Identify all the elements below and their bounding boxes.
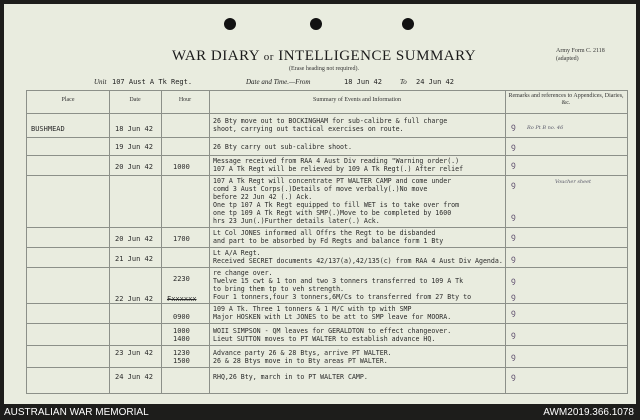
event-line: Twelve 15 cwt & 1 ton and two 3 tonners transferred to 109 A Tk bbox=[213, 277, 464, 285]
row-place: BUSHMEAD bbox=[31, 125, 65, 133]
event-line: and part to be absorbed by Fd Regts and balance form 1 Bty bbox=[213, 237, 444, 245]
event-line: 109 A Tk. Three 1 tonners & 1 M/C with tp with SMP bbox=[213, 305, 412, 313]
event-line: one tp 109 A Tk Regt with SMP(.)Move to be completed by 1600 bbox=[213, 209, 452, 217]
row-hour: 1700 bbox=[173, 235, 190, 243]
row-divider bbox=[27, 175, 627, 176]
event-line: 26 Bty move out to BOCKINGHAM for sub-calibre & full charge bbox=[213, 117, 448, 125]
diary-page bbox=[4, 4, 636, 404]
date-from: 18 Jun 42 bbox=[344, 78, 382, 86]
row-divider bbox=[27, 267, 627, 268]
unit-value: 107 Aust A Tk Regt. bbox=[112, 78, 193, 86]
event-line: hrs 23 Jun(.)Further details later(.) Ack. bbox=[213, 217, 380, 225]
row-divider bbox=[27, 367, 627, 368]
row-hour: 1230 bbox=[173, 349, 190, 357]
row-date: 19 Jun 42 bbox=[115, 143, 153, 151]
event-line: 26 & 28 Btys move in to Bty areas PT WALTER. bbox=[213, 357, 388, 365]
row-hour: 2230 bbox=[173, 275, 190, 283]
row-hour: 0900 bbox=[173, 313, 190, 321]
row-hour: 1000 bbox=[173, 163, 190, 171]
initial-mark: ꝯ bbox=[511, 180, 516, 189]
unit-line bbox=[24, 78, 624, 90]
initial-mark: ꝯ bbox=[511, 372, 516, 381]
initial-mark: ꝯ bbox=[511, 254, 516, 263]
archive-footer bbox=[0, 404, 640, 420]
event-line: Advance party 26 & 28 Btys, arrive PT WALTER. bbox=[213, 349, 392, 357]
punch-hole bbox=[310, 18, 322, 30]
event-line: WOII SIMPSON - QM leaves for GERALDTON to effect changeover. bbox=[213, 327, 452, 335]
title-or: or bbox=[263, 51, 274, 63]
row-hour: 1400 bbox=[173, 335, 190, 343]
header-date: Date bbox=[129, 97, 141, 103]
event-line: Lt Col JONES informed all Offrs the Regt to be disbanded bbox=[213, 229, 436, 237]
form-label: Army Form C. 2118 bbox=[556, 48, 605, 54]
page-title bbox=[124, 48, 524, 65]
punch-hole bbox=[402, 18, 414, 30]
row-divider bbox=[27, 227, 627, 228]
date-label: Date and Time.—From bbox=[246, 78, 311, 86]
subtitle: (Erase heading not required). bbox=[289, 66, 359, 72]
event-line: Four 1 tonners,four 3 tonners,6M/Cs to transferred from 27 Bty to bbox=[213, 293, 472, 301]
initial-mark: ꝯ bbox=[511, 142, 516, 151]
initial-mark: ꝯ bbox=[511, 232, 516, 241]
row-remark: Ro Pt B no. 46 bbox=[527, 125, 564, 131]
event-line: RHQ,26 Bty, march in to PT WALTER CAMP. bbox=[213, 373, 368, 381]
to-label: To bbox=[400, 78, 407, 86]
event-line: Received SECRET documents 42/137(a),42/135(c) from RAA 4 Aust Div Agenda. bbox=[213, 257, 503, 265]
row-date: 24 Jun 42 bbox=[115, 373, 153, 381]
diary-table bbox=[26, 90, 628, 394]
row-date: 20 Jun 42 bbox=[115, 163, 153, 171]
event-line: before 22 Jun 42 (.) Ack. bbox=[213, 193, 313, 201]
event-line: 107 A Tk Regt will concentrate PT WALTER CAMP and come under bbox=[213, 177, 452, 185]
form-note: (adapted) bbox=[556, 55, 579, 62]
event-line: to bring them tp to veh strength. bbox=[213, 285, 345, 293]
event-line: Lieut SUTTON moves to PT WALTER to establish advance HQ. bbox=[213, 335, 436, 343]
row-date: 20 Jun 42 bbox=[115, 235, 153, 243]
row-date: 21 Jun 42 bbox=[115, 255, 153, 263]
initial-mark: ꝯ bbox=[511, 330, 516, 339]
header-hour: Hour bbox=[178, 97, 192, 103]
institution-name: AUSTRALIAN WAR MEMORIAL bbox=[4, 407, 149, 418]
event-line: One tp 107 A Tk Regt equipped to fill WET is to take over from bbox=[213, 201, 460, 209]
initial-mark: ꝯ bbox=[511, 352, 516, 361]
row-divider bbox=[27, 323, 627, 324]
header-place: Place bbox=[61, 97, 75, 103]
header-divider bbox=[27, 113, 627, 114]
row-hour: Fxxxxxx bbox=[167, 295, 197, 303]
event-line: 107 A Tk Regt will be relieved by 109 A Tk Regt(.) After relief bbox=[213, 165, 464, 173]
title-intelligence-summary: INTELLIGENCE SUMMARY bbox=[278, 48, 477, 64]
event-line: comd 3 Aust Corps(.)Details of move verbally(.)No move bbox=[213, 185, 428, 193]
event-line: Major HOSKEN with Lt JONES to be att to SMP leave for MOORA. bbox=[213, 313, 452, 321]
unit-label: Unit bbox=[94, 78, 107, 86]
form-number bbox=[556, 48, 634, 64]
accession-number: AWM2019.366.1078 bbox=[543, 407, 634, 418]
event-line: Lt A/A Regt. bbox=[213, 249, 261, 257]
initial-mark: ꝯ bbox=[511, 160, 516, 169]
event-line: 26 Bty carry out sub-calibre shoot. bbox=[213, 143, 352, 151]
row-hour: 1500 bbox=[173, 357, 190, 365]
date-to: 24 Jun 42 bbox=[416, 78, 454, 86]
row-divider bbox=[27, 303, 627, 304]
row-remark: Voucher sheet bbox=[555, 179, 592, 185]
initial-mark: ꝯ bbox=[511, 212, 516, 221]
row-divider bbox=[27, 155, 627, 156]
row-date: 23 Jun 42 bbox=[115, 349, 153, 357]
initial-mark: ꝯ bbox=[511, 292, 516, 301]
initial-mark: ꝯ bbox=[511, 276, 516, 285]
row-hour: 1000 bbox=[173, 327, 190, 335]
row-divider bbox=[27, 137, 627, 138]
row-divider bbox=[27, 345, 627, 346]
header-summary: Summary of Events and Information bbox=[313, 97, 401, 103]
punch-hole bbox=[224, 18, 236, 30]
row-divider bbox=[27, 247, 627, 248]
event-line: Message received from RAA 4 Aust Div reading "Warning order(.) bbox=[213, 157, 460, 165]
title-war-diary: WAR DIARY bbox=[171, 48, 260, 64]
header-remarks: Remarks and references to Appendices, Diaries, &c. bbox=[508, 93, 624, 106]
event-line: re change over. bbox=[213, 269, 273, 277]
event-line: shoot, carrying out tactical exercises on route. bbox=[213, 125, 404, 133]
initial-mark: ꝯ bbox=[511, 308, 516, 317]
row-date: 18 Jun 42 bbox=[115, 125, 153, 133]
initial-mark: ꝯ bbox=[511, 122, 516, 131]
row-date: 22 Jun 42 bbox=[115, 295, 153, 303]
